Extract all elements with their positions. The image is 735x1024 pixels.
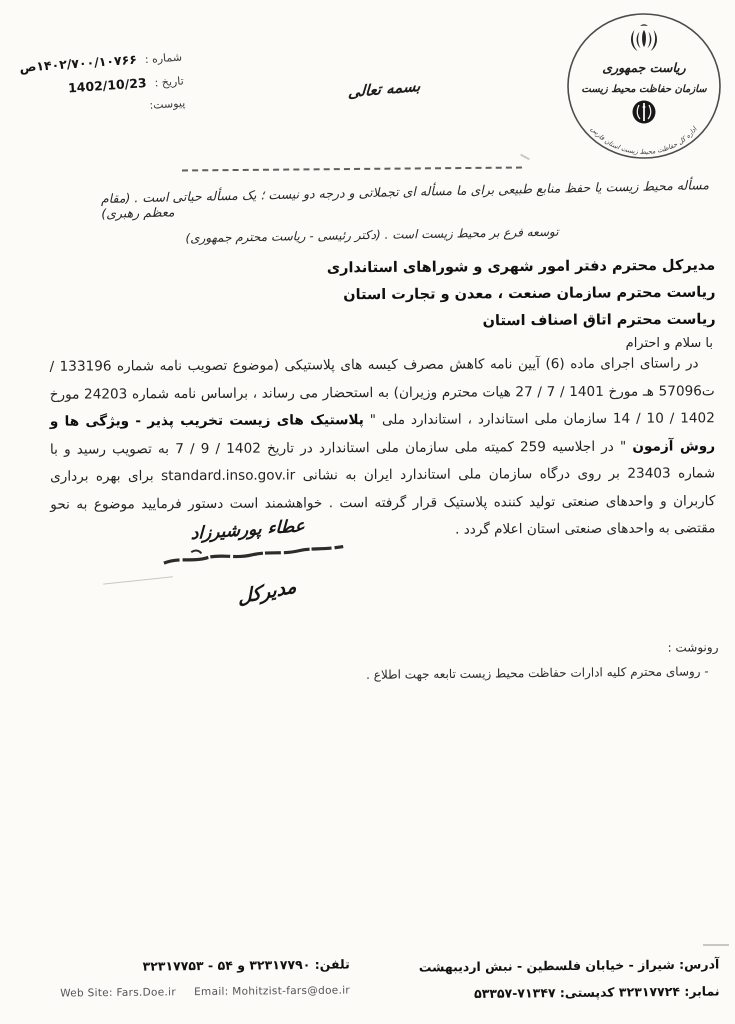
- seal-graphic: [562, 10, 727, 162]
- body-standard-title: پلاستیک های زیست تخریب پذیر - ویژگی ها و روش آزمون: [49, 412, 716, 455]
- doe-emblem-icon: [633, 101, 656, 124]
- scan-artifact: [103, 576, 173, 584]
- organization-seal: [562, 10, 727, 162]
- number-value: ۱۴۰۲/۷۰۰/۱۰۷۶۶ص: [19, 51, 138, 75]
- recipient-line: مدیرکل محترم دفتر امور شهری و شوراهای استانداری: [326, 257, 715, 277]
- scan-artifact: [703, 944, 729, 946]
- date-label: تاریخ :: [154, 74, 185, 90]
- footer-address: آدرس: شیراز - خیابان فلسطین - نبش اردیبهشت: [418, 956, 719, 975]
- scan-artifact: [520, 154, 530, 160]
- letter-meta-block: [19, 49, 186, 130]
- salutation-text: با سلام و احترام: [625, 336, 713, 351]
- footer-address-block: [418, 950, 719, 1007]
- date-value: 1402/10/23: [67, 75, 148, 96]
- recipients-block: [326, 253, 715, 337]
- body-part1: در راستای اجرای ماده (6) آیین نامه کاهش مصرف کیسه های پلاستیکی (موضوع تصویب نامه شماره 133196 / ت57096 هـ مورخ 1401 / 7 / 27 هیات محترم وزیران) به استحضار می رساند ، براساس نامه شماره 24203 مورخ 1402 / 10 / 14 سازمان ملی استاندارد ، استاندارد ملی ": [49, 355, 715, 429]
- recipient-line: ریاست محترم اتاق اصناف استان: [482, 311, 716, 330]
- cc-block: [366, 640, 719, 686]
- president-quote: توسعه فرع بر محیط زیست است . (دکتر رئیسی - ریاست محترم جمهوری): [185, 224, 559, 246]
- cc-item: - روسای محترم کلیه ادارات حفاظت محیط زیست تابعه جهت اطلاع .: [366, 664, 710, 682]
- number-label: شماره :: [144, 50, 183, 67]
- seal-presidency-text: ریاست جمهوری: [602, 60, 686, 75]
- cc-label: رونوشت :: [667, 640, 719, 655]
- signatory-title: مدیرکل: [237, 575, 297, 609]
- footer-contact-block: [60, 952, 350, 999]
- divider-line: [182, 167, 522, 172]
- body-part2: " در اجلاسیه 259 کمیته ملی سازمان ملی استاندارد در تاریخ 1402 / 9 / 7 به تصویب رسید و با شماره 23403 بر روی درگاه سازمان ملی استاندارد ایران به نشانی standard.inso.gov.ir برای بهره برداری کاربران و واحدهای صنعتی تولید کننده پلاستیک قرار گرفته است . خواهشمند است دستور فرمایید موضوع به نحو مقتضی به واحدهای صنعتی استان اعلام گردد .: [49, 438, 716, 538]
- attachment-label: پیوست:: [149, 96, 186, 112]
- footer-web-email: Web Site: Fars.Doe.ir Email: Mohitzist-fars@doe.ir: [60, 984, 351, 1000]
- seal-ring-text: اداره کل حفاظت محیط زیست استان فارس: [589, 125, 699, 157]
- letter-attachment-row: [25, 96, 186, 120]
- leader-quote: مسأله محیط زیست یا حفظ منابع طبیعی برای ما مسأله ای تجملاتی و درجه دو نیست ؛ یک مسأله حیاتی است . (مقام معظم رهبری): [100, 177, 710, 221]
- footer-phone: تلفن: ۳۲۳۱۷۷۹۰ و ۵۴ - ۳۲۳۱۷۷۵۳: [142, 956, 350, 974]
- iran-emblem-icon: [631, 24, 657, 51]
- footer-fax-postal: نمابر: ۳۲۳۱۷۷۲۴ کدپستی: ۷۱۳۴۷-۵۳۳۵۷: [473, 983, 720, 1001]
- letter-date-row: [23, 72, 184, 98]
- letter-number-row: [19, 49, 183, 75]
- bismillah-text: بسمه تعالی: [347, 76, 421, 102]
- signature-block: [147, 509, 412, 611]
- signatory-name: عطاء پورشیرزاد: [190, 516, 306, 545]
- recipient-line: ریاست محترم سازمان صنعت ، معدن و تجارت استان: [342, 284, 716, 304]
- seal-organization-text: سازمان حفاظت محیط زیست: [581, 84, 707, 95]
